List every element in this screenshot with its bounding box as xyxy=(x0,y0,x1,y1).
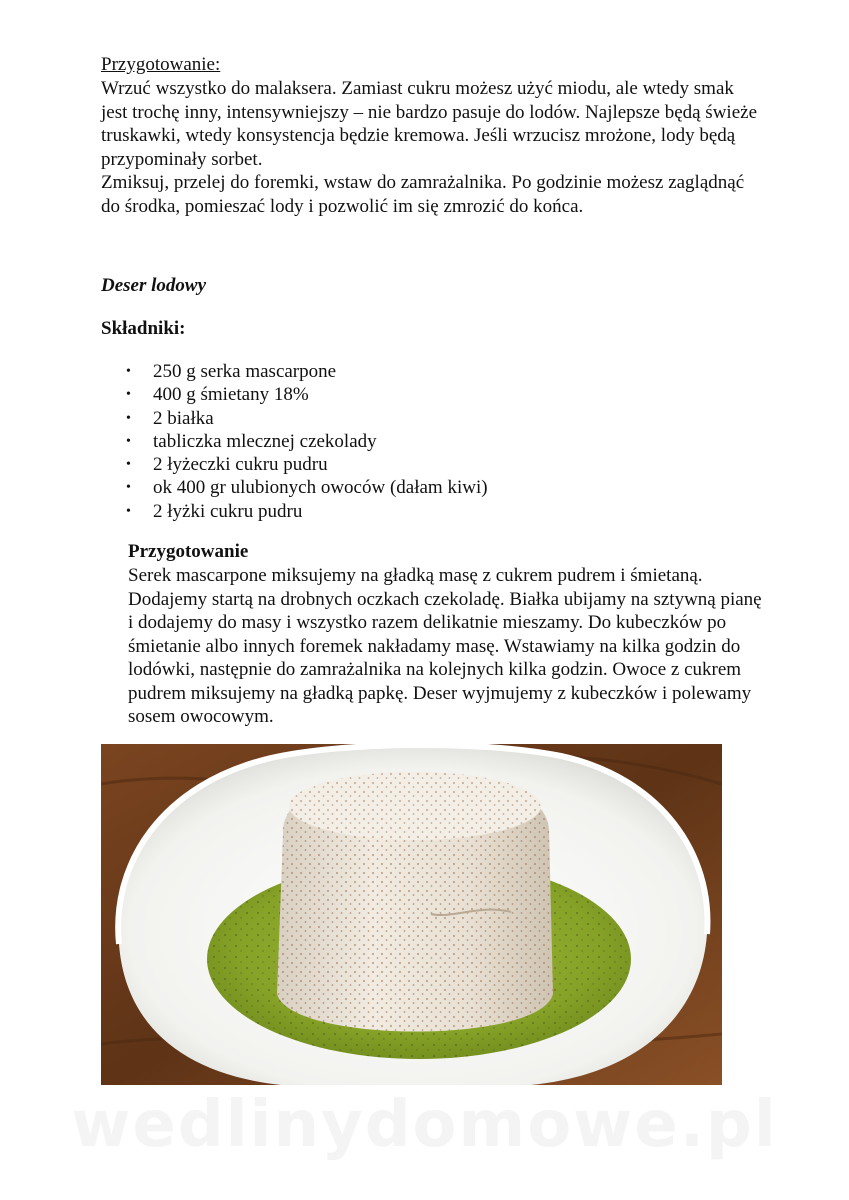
bullet-icon: • xyxy=(126,410,131,426)
dessert-photo xyxy=(101,744,722,1085)
ingredient-item xyxy=(126,430,488,453)
bullet-icon: • xyxy=(126,387,131,403)
bullet-icon: • xyxy=(126,433,131,449)
ingredient-item xyxy=(126,360,488,383)
ingredients-list xyxy=(126,360,488,523)
preparation-text: Serek mascarpone miksujemy na gładką masę z cukrem pudrem i śmietaną. Dodajemy startą na drobnych oczkach czekoladę. Białka ubijamy na sztywną pianę i dodajemy do masy i wszystko razem delikatnie mieszamy. Do kubeczków po śmietanie albo innych foremek nakładamy masę. Wstawiamy na kilka godzin do lodówki, następnie do zamrażalnika na kolejnych kilka godzin. Owoce z cukrem pudrem miksujemy na gładką papkę. Deser wyjmujemy z kubeczków i polewamy sosem owocowym. xyxy=(128,565,762,727)
intro-paragraph-1: Wrzuć wszystko do malaksera. Zamiast cukru możesz użyć miodu, ale wtedy smak jest trochę inny, intensywniejszy – nie bardzo pasuje do lodów. Najlepsze będą świeże truskawki, wtedy konsystencja będzie kremowa. Jeśli wrzucisz mrożone, lody będą przypominały sorbet. xyxy=(101,78,758,170)
ingredient-item xyxy=(126,407,488,430)
ingredient-text: 2 białka xyxy=(153,407,214,429)
preparation-heading: Przygotowanie xyxy=(128,541,249,562)
bullet-icon: • xyxy=(126,457,131,473)
ingredient-text: 2 łyżeczki cukru pudru xyxy=(153,454,328,476)
intro-paragraph-2: Zmiksuj, przelej do foremki, wstaw do zamrażalnika. Po godzinie możesz zaglądnąć do środka, pomieszać lody i pozwolić im się zmrozić do końca. xyxy=(101,172,745,217)
ingredient-text: 400 g śmietany 18% xyxy=(153,384,309,406)
ingredient-text: ok 400 gr ulubionych owoców (dałam kiwi) xyxy=(153,477,488,499)
watermark: wedlinydomowe.pl xyxy=(71,1088,778,1162)
ingredient-text: 2 łyżki cukru pudru xyxy=(153,500,303,522)
bullet-icon: • xyxy=(126,364,131,379)
ingredient-text: 250 g serka mascarpone xyxy=(153,361,337,382)
ingredients-heading: Składniki: xyxy=(101,318,186,339)
bullet-icon: • xyxy=(126,480,131,496)
ingredient-item xyxy=(126,500,488,523)
ingredient-item xyxy=(126,476,488,499)
intro-text xyxy=(101,77,761,219)
ingredient-item xyxy=(126,383,488,406)
intro-heading: Przygotowanie: xyxy=(101,54,221,75)
recipe-title: Deser lodowy xyxy=(101,275,207,296)
dessert-photo-illustration xyxy=(101,744,722,1085)
ingredient-item xyxy=(126,453,488,476)
ingredient-text: tabliczka mlecznej czekolady xyxy=(153,430,377,452)
bullet-icon: • xyxy=(126,503,131,519)
